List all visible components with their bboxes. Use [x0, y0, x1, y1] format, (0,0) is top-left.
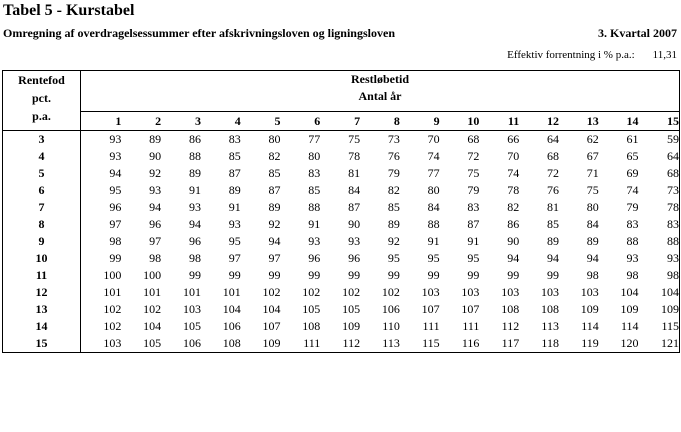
- table-cell: 75: [467, 166, 480, 180]
- table-cell: 99: [348, 268, 361, 282]
- table-cell: 102: [103, 302, 122, 316]
- table-cell: 108: [501, 302, 520, 316]
- table-cell: 83: [667, 217, 679, 231]
- table-row: [3, 148, 680, 165]
- term-header: [81, 71, 680, 112]
- table-cell: 102: [103, 319, 122, 333]
- table-cell: 105: [182, 319, 201, 333]
- table-row: [3, 182, 680, 199]
- table-cell: 92: [149, 166, 162, 180]
- table-cell: 77: [427, 166, 440, 180]
- table-cell: 86: [507, 217, 520, 231]
- table-cell: 108: [540, 302, 559, 316]
- table-row: [3, 165, 680, 182]
- table-cell: 105: [342, 302, 361, 316]
- year-header-13: 13: [559, 112, 599, 131]
- table-cell: 93: [109, 132, 122, 146]
- table-cell: 85: [268, 166, 281, 180]
- table-cell: 101: [103, 285, 122, 299]
- table-cell: 68: [667, 166, 679, 180]
- table-cell: 73: [387, 132, 400, 146]
- table-cell: 96: [308, 251, 321, 265]
- table-cell: 107: [461, 302, 480, 316]
- table-cell: 95: [467, 251, 480, 265]
- year-header-15: 15: [639, 112, 680, 131]
- table-cell: 91: [188, 183, 201, 197]
- table-cell: 94: [268, 234, 281, 248]
- table-cell: 115: [661, 319, 679, 333]
- table-cell: 98: [667, 268, 679, 282]
- table-cell: 109: [661, 302, 679, 316]
- table-cell: 73: [667, 183, 679, 197]
- table-row: [3, 267, 680, 284]
- table-cell: 90: [507, 234, 520, 248]
- year-header-8: 8: [360, 112, 400, 131]
- table-cell: 84: [586, 217, 599, 231]
- table-cell: 105: [143, 336, 162, 350]
- row-rate: 4: [3, 148, 81, 165]
- year-header-14: 14: [599, 112, 639, 131]
- table-cell: 88: [427, 217, 440, 231]
- table-cell: 93: [149, 183, 162, 197]
- year-header-11: 11: [479, 112, 519, 131]
- table-row: [3, 199, 680, 216]
- row-rate: 11: [3, 267, 81, 284]
- table-body: [3, 131, 680, 353]
- table-cell: 72: [546, 166, 559, 180]
- table-cell: 99: [308, 268, 321, 282]
- table-cell: 79: [467, 183, 480, 197]
- table-cell: 86: [188, 132, 201, 146]
- table-cell: 78: [667, 200, 679, 214]
- table-cell: 82: [507, 200, 520, 214]
- table-cell: 71: [586, 166, 599, 180]
- table-cell: 66: [507, 132, 520, 146]
- table-cell: 89: [546, 234, 559, 248]
- table-cell: 97: [149, 234, 162, 248]
- table-cell: 112: [501, 319, 520, 333]
- term-header-line-1: Restløbetid: [351, 72, 409, 86]
- table-cell: 87: [348, 200, 361, 214]
- table-row: [3, 318, 680, 335]
- table-cell: 104: [262, 302, 281, 316]
- table-cell: 104: [661, 285, 679, 299]
- table-cell: 93: [626, 251, 639, 265]
- table-cell: 82: [387, 183, 400, 197]
- table-row: [3, 335, 680, 353]
- table-cell: 80: [586, 200, 599, 214]
- table-cell: 89: [188, 166, 201, 180]
- effective-rate: [507, 49, 677, 61]
- table-cell: 88: [626, 234, 639, 248]
- table-cell: 90: [149, 149, 162, 163]
- table-cell: 100: [143, 268, 162, 282]
- table-cell: 94: [149, 200, 162, 214]
- table-cell: 94: [586, 251, 599, 265]
- table-cell: 89: [228, 183, 241, 197]
- table-cell: 96: [149, 217, 162, 231]
- year-header-2: 2: [121, 112, 161, 131]
- table-cell: 92: [268, 217, 281, 231]
- table-cell: 69: [626, 166, 639, 180]
- table-cell: 93: [667, 251, 679, 265]
- table-cell: 109: [342, 319, 361, 333]
- table-cell: 83: [626, 217, 639, 231]
- table-cell: 94: [546, 251, 559, 265]
- table-cell: 115: [422, 336, 440, 350]
- rate-header-line-3: p.a.: [32, 109, 51, 123]
- table-cell: 99: [387, 268, 400, 282]
- table-cell: 90: [348, 217, 361, 231]
- table-cell: 87: [268, 183, 281, 197]
- table-cell: 83: [228, 132, 241, 146]
- table-cell: 109: [620, 302, 639, 316]
- table-cell: 93: [228, 217, 241, 231]
- table-cell: 98: [626, 268, 639, 282]
- year-header-9: 9: [400, 112, 440, 131]
- row-rate: 12: [3, 284, 81, 301]
- table-cell: 103: [182, 302, 201, 316]
- table-cell: 87: [467, 217, 480, 231]
- table-cell: 103: [540, 285, 559, 299]
- table-cell: 102: [143, 302, 162, 316]
- table-cell: 99: [109, 251, 122, 265]
- table-cell: 113: [382, 336, 400, 350]
- year-header-10: 10: [440, 112, 480, 131]
- row-rate: 13: [3, 301, 81, 318]
- table-cell: 74: [626, 183, 639, 197]
- table-cell: 76: [387, 149, 400, 163]
- table-cell: 93: [308, 234, 321, 248]
- table-row: [3, 301, 680, 318]
- table-cell: 102: [381, 285, 400, 299]
- table-cell: 94: [109, 166, 122, 180]
- table-cell: 99: [467, 268, 480, 282]
- rate-header-line-2: pct.: [32, 91, 51, 105]
- table-cell: 76: [546, 183, 559, 197]
- table-cell: 103: [461, 285, 480, 299]
- table-cell: 81: [546, 200, 559, 214]
- year-header-12: 12: [519, 112, 559, 131]
- table-cell: 70: [507, 149, 520, 163]
- table-cell: 89: [387, 217, 400, 231]
- year-header-3: 3: [161, 112, 201, 131]
- table-cell: 93: [348, 234, 361, 248]
- table-cell: 85: [228, 149, 241, 163]
- table-cell: 113: [541, 319, 559, 333]
- table-cell: 99: [427, 268, 440, 282]
- table-cell: 109: [262, 336, 281, 350]
- table-cell: 77: [308, 132, 321, 146]
- table-cell: 100: [103, 268, 122, 282]
- table-cell: 102: [262, 285, 281, 299]
- table-cell: 107: [421, 302, 440, 316]
- table-cell: 111: [303, 336, 321, 350]
- row-rate: 5: [3, 165, 81, 182]
- table-cell: 117: [501, 336, 520, 350]
- table-cell: 62: [586, 132, 599, 146]
- table-cell: 103: [421, 285, 440, 299]
- table-cell: 99: [546, 268, 559, 282]
- table-cell: 80: [427, 183, 440, 197]
- table-cell: 95: [427, 251, 440, 265]
- table-cell: 101: [222, 285, 241, 299]
- row-rate: 8: [3, 216, 81, 233]
- table-cell: 96: [188, 234, 201, 248]
- table-cell: 120: [620, 336, 639, 350]
- table-cell: 91: [467, 234, 480, 248]
- rate-header-line-1: Rentefod: [18, 73, 65, 87]
- table-cell: 83: [467, 200, 480, 214]
- table-cell: 98: [586, 268, 599, 282]
- year-header-5: 5: [241, 112, 281, 131]
- table-cell: 88: [667, 234, 679, 248]
- table-cell: 111: [462, 319, 480, 333]
- effective-rate-value: 11,31: [652, 49, 677, 61]
- table-cell: 64: [667, 149, 679, 163]
- table-cell: 94: [507, 251, 520, 265]
- table-cell: 99: [188, 268, 201, 282]
- table-cell: 103: [501, 285, 520, 299]
- table-cell: 95: [387, 251, 400, 265]
- table-cell: 65: [626, 149, 639, 163]
- table-cell: 96: [348, 251, 361, 265]
- table-row: [3, 216, 680, 233]
- row-rate: 3: [3, 131, 81, 149]
- table-cell: 95: [109, 183, 122, 197]
- table-cell: 114: [620, 319, 639, 333]
- table-cell: 64: [546, 132, 559, 146]
- year-header-7: 7: [320, 112, 360, 131]
- table-cell: 91: [308, 217, 321, 231]
- table-cell: 98: [188, 251, 201, 265]
- table-cell: 108: [222, 336, 241, 350]
- table-cell: 104: [143, 319, 162, 333]
- row-rate: 6: [3, 182, 81, 199]
- table-cell: 93: [188, 200, 201, 214]
- table-cell: 59: [667, 132, 679, 146]
- table-cell: 94: [188, 217, 201, 231]
- table-cell: 67: [586, 149, 599, 163]
- table-cell: 102: [302, 285, 321, 299]
- table-cell: 102: [342, 285, 361, 299]
- table-cell: 92: [387, 234, 400, 248]
- table-cell: 105: [302, 302, 321, 316]
- term-header-line-2: Antal år: [358, 89, 402, 103]
- table-cell: 116: [461, 336, 480, 350]
- row-rate: 14: [3, 318, 81, 335]
- table-cell: 83: [308, 166, 321, 180]
- table-cell: 72: [467, 149, 480, 163]
- table-row: [3, 233, 680, 250]
- table-cell: 81: [348, 166, 361, 180]
- table-cell: 101: [143, 285, 162, 299]
- table-cell: 79: [626, 200, 639, 214]
- table-cell: 98: [109, 234, 122, 248]
- table-cell: 106: [222, 319, 241, 333]
- table-cell: 107: [262, 319, 281, 333]
- table-cell: 68: [546, 149, 559, 163]
- year-header-6: 6: [281, 112, 321, 131]
- table-cell: 103: [580, 285, 599, 299]
- table-cell: 121: [661, 336, 679, 350]
- table-cell: 78: [348, 149, 361, 163]
- table-cell: 110: [382, 319, 400, 333]
- table-cell: 85: [546, 217, 559, 231]
- table-cell: 85: [387, 200, 400, 214]
- table-cell: 75: [348, 132, 361, 146]
- table-cell: 109: [580, 302, 599, 316]
- table-cell: 106: [381, 302, 400, 316]
- table-cell: 118: [541, 336, 559, 350]
- table-cell: 98: [149, 251, 162, 265]
- table-cell: 84: [348, 183, 361, 197]
- table-cell: 88: [308, 200, 321, 214]
- row-rate: 9: [3, 233, 81, 250]
- table-row: [3, 250, 680, 267]
- table-cell: 74: [507, 166, 520, 180]
- row-rate: 7: [3, 199, 81, 216]
- table-cell: 104: [620, 285, 639, 299]
- table-cell: 80: [268, 132, 281, 146]
- table-cell: 119: [581, 336, 599, 350]
- rate-column-header: [3, 71, 81, 131]
- table-cell: 85: [308, 183, 321, 197]
- table-cell: 80: [308, 149, 321, 163]
- table-cell: 106: [182, 336, 201, 350]
- table-cell: 99: [228, 268, 241, 282]
- table-cell: 91: [427, 234, 440, 248]
- table-cell: 114: [581, 319, 599, 333]
- table-cell: 89: [268, 200, 281, 214]
- page-title: Tabel 5 - Kurstabel: [3, 2, 135, 19]
- table-cell: 97: [268, 251, 281, 265]
- effective-rate-label: Effektiv forrentning i % p.a.:: [507, 49, 635, 61]
- table-cell: 79: [387, 166, 400, 180]
- table-cell: 68: [467, 132, 480, 146]
- table-cell: 108: [302, 319, 321, 333]
- table-cell: 93: [109, 149, 122, 163]
- table-cell: 103: [103, 336, 122, 350]
- table-cell: 111: [422, 319, 440, 333]
- rate-table: [2, 70, 680, 353]
- row-rate: 15: [3, 335, 81, 353]
- table-cell: 78: [507, 183, 520, 197]
- table-cell: 82: [268, 149, 281, 163]
- year-header-4: 4: [201, 112, 241, 131]
- table-cell: 89: [586, 234, 599, 248]
- table-cell: 84: [427, 200, 440, 214]
- table-cell: 87: [228, 166, 241, 180]
- year-header-1: 1: [81, 112, 122, 131]
- table-row: [3, 131, 680, 149]
- table-row: [3, 284, 680, 301]
- table-cell: 97: [109, 217, 122, 231]
- table-cell: 104: [222, 302, 241, 316]
- row-rate: 10: [3, 250, 81, 267]
- table-cell: 75: [586, 183, 599, 197]
- years-row: [3, 112, 680, 131]
- table-cell: 95: [228, 234, 241, 248]
- page-subtitle: Omregning af overdragelsessummer efter afskrivningsloven og ligningsloven: [3, 26, 395, 40]
- table-cell: 99: [507, 268, 520, 282]
- table-cell: 61: [626, 132, 639, 146]
- table-cell: 88: [188, 149, 201, 163]
- table-cell: 91: [228, 200, 241, 214]
- table-cell: 101: [182, 285, 201, 299]
- table-cell: 70: [427, 132, 440, 146]
- table-cell: 112: [342, 336, 361, 350]
- table-cell: 89: [149, 132, 162, 146]
- quarter-label: 3. Kvartal 2007: [598, 26, 677, 40]
- table-cell: 74: [427, 149, 440, 163]
- table-cell: 96: [109, 200, 122, 214]
- table-cell: 99: [268, 268, 281, 282]
- table-cell: 97: [228, 251, 241, 265]
